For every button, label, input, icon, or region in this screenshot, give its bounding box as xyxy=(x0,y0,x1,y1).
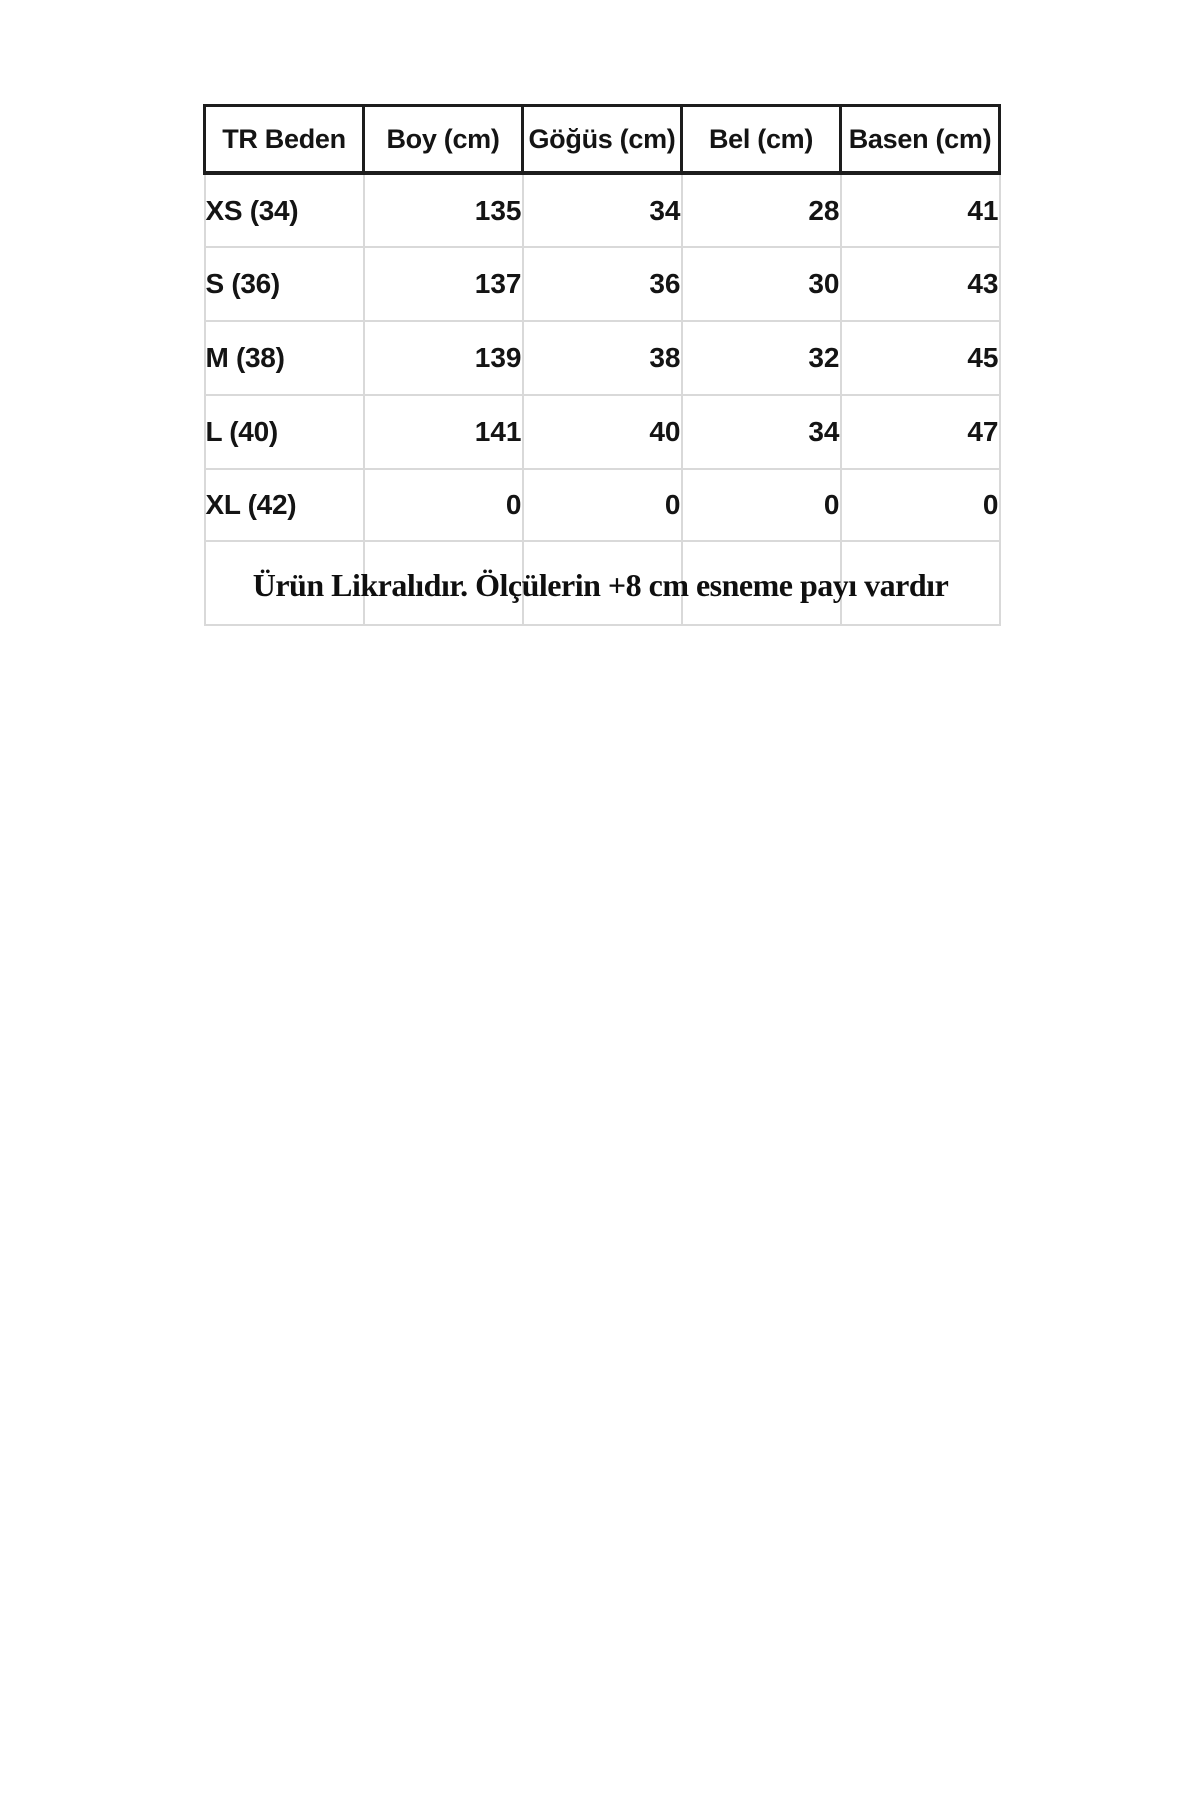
table-row-s xyxy=(205,247,1000,321)
value-cell: 137 xyxy=(364,247,523,321)
empty-cell xyxy=(205,541,364,625)
header-row xyxy=(205,106,1000,174)
size-chart xyxy=(203,104,998,626)
value-cell: 34 xyxy=(523,173,682,247)
table-row-xl xyxy=(205,469,1000,541)
value-cell: 0 xyxy=(682,469,841,541)
value-cell: 47 xyxy=(841,395,1000,469)
value-cell: 43 xyxy=(841,247,1000,321)
size-cell: L (40) xyxy=(205,395,364,469)
empty-cell xyxy=(523,541,682,625)
stretch-footnote: Ürün Likralıdır. Ölçülerin +8 cm esneme payı vardır xyxy=(252,566,949,603)
empty-cell xyxy=(682,541,841,625)
value-cell: 36 xyxy=(523,247,682,321)
empty-cell xyxy=(841,541,1000,625)
column-header-gogus: Göğüs (cm) xyxy=(523,106,682,174)
footnote-row xyxy=(205,541,1000,625)
column-header-basen: Basen (cm) xyxy=(841,106,1000,174)
empty-cell xyxy=(364,541,523,625)
size-cell: M (38) xyxy=(205,321,364,395)
table-row-l xyxy=(205,395,1000,469)
value-cell: 0 xyxy=(364,469,523,541)
value-cell: 32 xyxy=(682,321,841,395)
value-cell: 30 xyxy=(682,247,841,321)
column-header-bel: Bel (cm) xyxy=(682,106,841,174)
size-cell: XL (42) xyxy=(205,469,364,541)
size-cell: S (36) xyxy=(205,247,364,321)
value-cell: 45 xyxy=(841,321,1000,395)
value-cell: 28 xyxy=(682,173,841,247)
value-cell: 34 xyxy=(682,395,841,469)
size-chart-table xyxy=(203,104,1001,626)
column-header-boy: Boy (cm) xyxy=(364,106,523,174)
table-row-m xyxy=(205,321,1000,395)
value-cell: 135 xyxy=(364,173,523,247)
size-cell: XS (34) xyxy=(205,173,364,247)
value-cell: 40 xyxy=(523,395,682,469)
value-cell: 0 xyxy=(841,469,1000,541)
value-cell: 41 xyxy=(841,173,1000,247)
column-header-tr-beden: TR Beden xyxy=(205,106,364,174)
value-cell: 0 xyxy=(523,469,682,541)
value-cell: 139 xyxy=(364,321,523,395)
value-cell: 141 xyxy=(364,395,523,469)
table-row-xs xyxy=(205,173,1000,247)
value-cell: 38 xyxy=(523,321,682,395)
